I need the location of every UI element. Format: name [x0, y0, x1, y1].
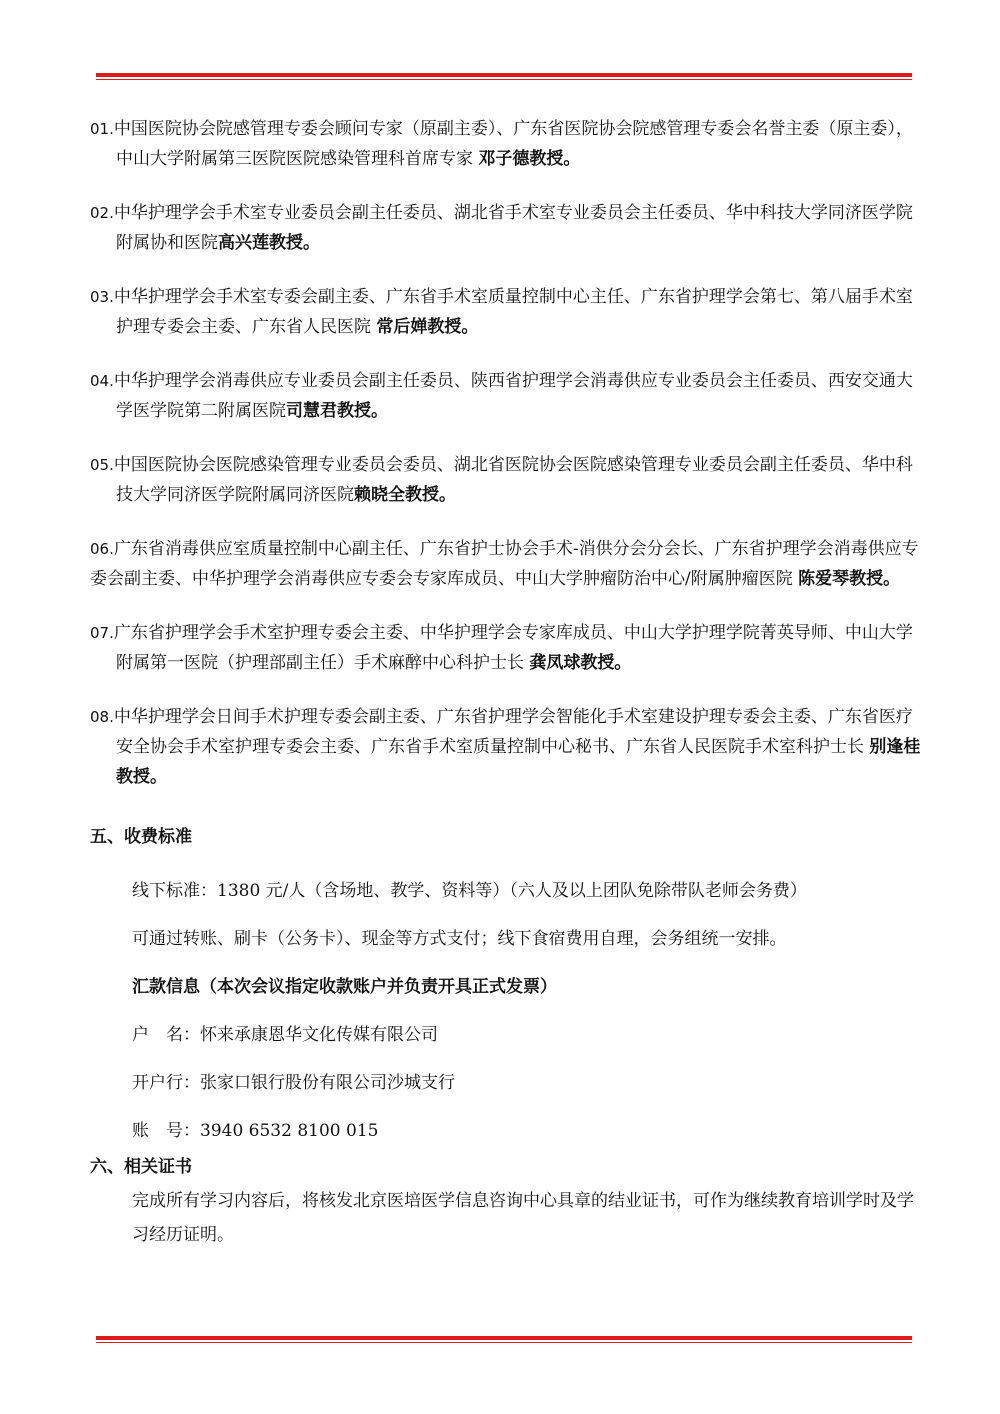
expert-name: 赖晓全教授。 [354, 485, 456, 505]
expert-item-04: 04.中华护理学会消毒供应专业委员会副主任委员、陕西省护理学会消毒供应专业委员会主任委员、西安交通大学医学院第二附属医院司慧君教授。 [90, 371, 913, 421]
certificate-text: 完成所有学习内容后，将核发北京医培医学信息咨询中心具章的结业证书，可作为继续教育培训学时及学习经历证明。 [132, 1191, 914, 1245]
account-number: 账 号：3940 6532 8100 015 [132, 1121, 379, 1141]
document-body [90, 114, 922, 1252]
fees-section [90, 876, 922, 1146]
expert-name: 常后婵教授。 [376, 317, 479, 337]
bottom-red-rule [96, 1336, 912, 1343]
expert-item-06: 06.广东省消毒供应室质量控制中心副主任、广东省护士协会手术-消供分会分会长、广东省护理学会消毒供应专委会副主委、中华护理学会消毒供应专委会专家库成员、中山大学肿瘤防治中心/附属肿瘤医院 陈爱琴教授。 [90, 539, 919, 589]
top-red-rule [96, 73, 912, 80]
remittance-title: 汇款信息（本次会议指定收款账户并负责开具正式发票） [132, 977, 557, 997]
expert-name: 高兴莲教授。 [218, 233, 320, 253]
expert-item-07: 07.广东省护理学会手术室护理专委会主委、中华护理学会专家库成员、中山大学护理学院菁英导师、中山大学附属第一医院（护理部副主任）手术麻醉中心科护士长 龚凤球教授。 [90, 623, 913, 673]
expert-list [90, 114, 922, 792]
expert-name: 邓子德教授。 [478, 149, 581, 169]
expert-item-01: 01.中国医院协会院感管理专委会顾问专家（原副主委）、广东省医院协会院感管理专委会名誉主委（原主委），中山大学附属第三医院医院感染管理科首席专家 邓子德教授。 [90, 119, 913, 169]
payment-methods: 可通过转账、刷卡（公务卡）、现金等方式支付；线下食宿费用自理，会务组统一安排。 [132, 929, 787, 949]
expert-item-02: 02.中华护理学会手术室专业委员会副主任委员、湖北省手术室专业委员会主任委员、华中科技大学同济医学院附属协和医院高兴莲教授。 [90, 203, 913, 253]
expert-name: 别逢桂教授。 [116, 737, 921, 787]
expert-item-05: 05.中国医院协会医院感染管理专业委员会委员、湖北省医院协会医院感染管理专业委员会副主任委员、华中科技大学同济医学院附属同济医院赖晓全教授。 [90, 455, 913, 505]
fee-standard: 线下标准：1380 元/人（含场地、教学、资料等）（六人及以上团队免除带队老师会务费） [132, 881, 807, 901]
certificate-heading: 六、相关证书 [90, 1157, 192, 1177]
expert-name: 陈爱琴教授。 [798, 569, 901, 589]
bank-name: 开户行：张家口银行股份有限公司沙城支行 [132, 1073, 455, 1093]
expert-item-03: 03.中华护理学会手术室专委会副主委、广东省手术室质量控制中心主任、广东省护理学会第七、第八届手术室护理专委会主委、广东省人民医院 常后婵教授。 [90, 287, 913, 337]
account-name: 户 名：怀来承康恩华文化传媒有限公司 [132, 1025, 438, 1045]
expert-name: 龚凤球教授。 [529, 653, 632, 673]
expert-name: 司慧君教授。 [286, 401, 388, 421]
fees-heading: 五、收费标准 [90, 827, 192, 847]
expert-item-08: 08.中华护理学会日间手术护理专委会副主委、广东省护理学会智能化手术室建设护理专委会主委、广东省医疗安全协会手术室护理专委会主委、广东省手术室质量控制中心秘书、广东省人民医院手术室科护士长 别逢桂教授。 [90, 707, 921, 787]
